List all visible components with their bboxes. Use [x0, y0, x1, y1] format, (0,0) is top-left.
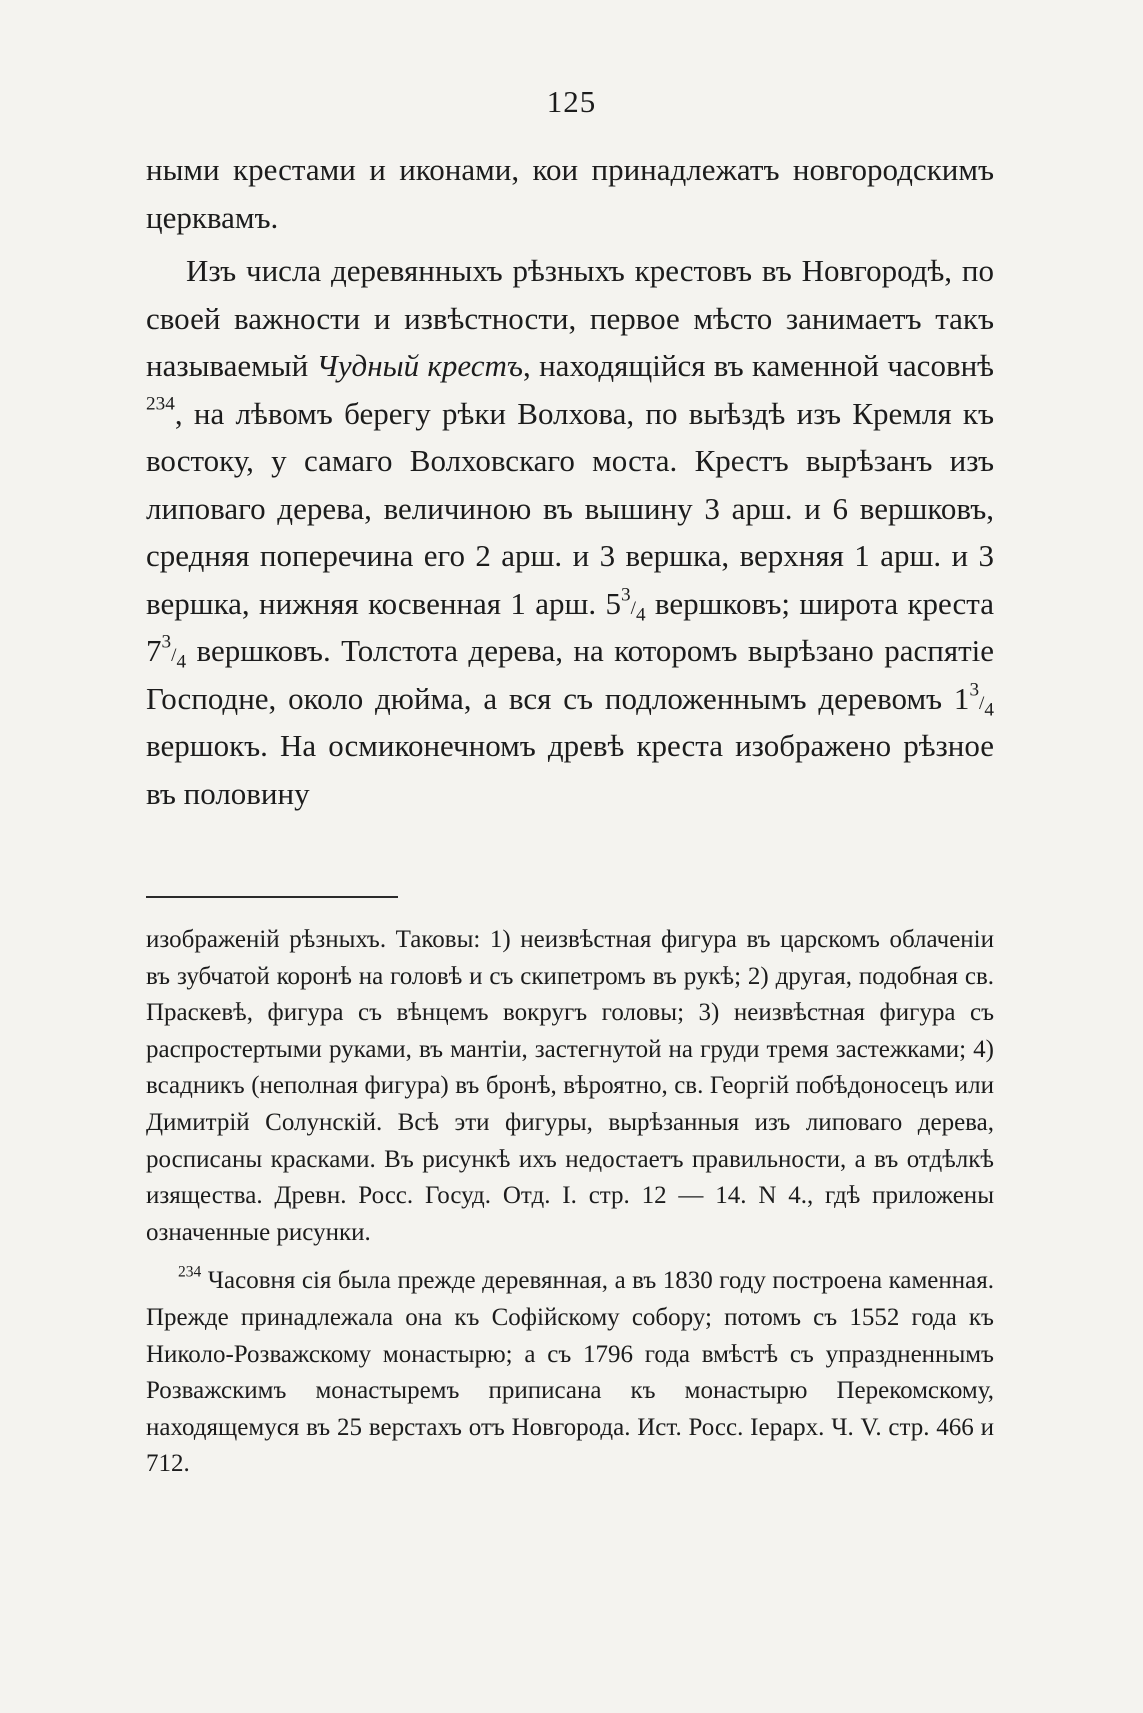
fraction-denominator: 4	[635, 604, 646, 626]
fraction: 3/4	[621, 584, 646, 626]
footnote-234	[146, 1263, 994, 1483]
paragraph-continued: ными крестами и иконами, кои принадлежатъ новгородскимъ церквамъ.	[146, 152, 994, 235]
text-run: вершковъ. Толстота дерева, на которомъ вырѣзано распятіе Господне, около дюйма, а вся съ подложеннымъ деревомъ 1	[146, 633, 994, 716]
main-text	[146, 146, 994, 817]
footnote-divider	[146, 896, 398, 898]
fraction-denominator: 4	[176, 651, 187, 673]
page-number: 125	[546, 84, 597, 119]
fraction-denominator: 4	[984, 699, 994, 721]
fraction-numerator: 3	[621, 584, 631, 606]
footnote-reference: 234	[146, 393, 175, 415]
footnote-number: 234	[178, 1263, 202, 1281]
text-run: Изъ числа деревянныхъ рѣзныхъ крестовъ въ Новгородѣ, по своей важности и извѣстности, первое мѣсто занимаетъ такъ называемый	[146, 253, 994, 383]
fraction-numerator: 3	[161, 631, 172, 653]
footnote-text: Часовня сія была прежде деревянная, а въ 1830 году построена каменная. Прежде принадлежала она къ Софійскому собору; потомъ съ 1552 года къ Николо-Розважскому монастырю; а съ 1796 года вмѣстѣ съ упраздненнымъ Розважскимъ монастыремъ приписана къ монастырю Перекомскому, находящемуся въ 25 верстахъ отъ Новгорода. Ист. Росс. Іерарх. Ч. V. стр. 466 и 712.	[146, 1267, 994, 1478]
text-run: вершокъ. На осмиконечномъ древѣ креста изображено рѣзное въ половину	[146, 728, 994, 811]
italic-term: Чудный крестъ	[316, 348, 524, 383]
text-run: вершковъ; широта креста 7	[146, 585, 994, 668]
fraction-numerator: 3	[969, 679, 980, 701]
fraction: 3/4	[969, 679, 994, 721]
text-run: , находящійся въ каменной часовнѣ	[523, 348, 995, 383]
footnotes	[146, 922, 994, 1483]
footnote-continued: изображеній рѣзныхъ. Таковы: 1) неизвѣстная фигура въ царскомъ облаченіи въ зубчатой коронѣ на головѣ и съ скипетромъ въ рукѣ; 2) другая, подобная св. Праскевѣ, фигура съ вѣнцемъ вокругъ головы; 3) неизвѣстная фигура съ распростертыми руками, въ мантіи, застегнутой на груди тремя застежками; 4) всадникъ (неполная фигура) въ бронѣ, вѣроятно, св. Георгій побѣдоносецъ или Димитрій Солунскій. Всѣ эти фигуры, вырѣзанныя изъ липоваго дерева, росписаны красками. Въ рисункѣ ихъ недостаетъ правильности, а въ отдѣлкѣ изящества. Древн. Росс. Госуд. Отд. I. стр. 12 — 14. N 4., гдѣ приложены означенные рисунки.	[146, 926, 994, 1246]
paragraph-cross	[146, 247, 994, 817]
fraction: 3/4	[161, 631, 187, 673]
text-run: , на лѣвомъ берегу рѣки Волхова, по выѣздѣ изъ Кремля къ востоку, у самаго Волховскаго моста. Крестъ вырѣзанъ изъ липоваго дерева, величиною въ вышину 3 арш. и 6 вершковъ, средняя поперечина его 2 арш. и 3 вершка, верхняя 1 арш. и 3 вершка, нижняя косвенная 1 арш. 5	[146, 395, 994, 621]
